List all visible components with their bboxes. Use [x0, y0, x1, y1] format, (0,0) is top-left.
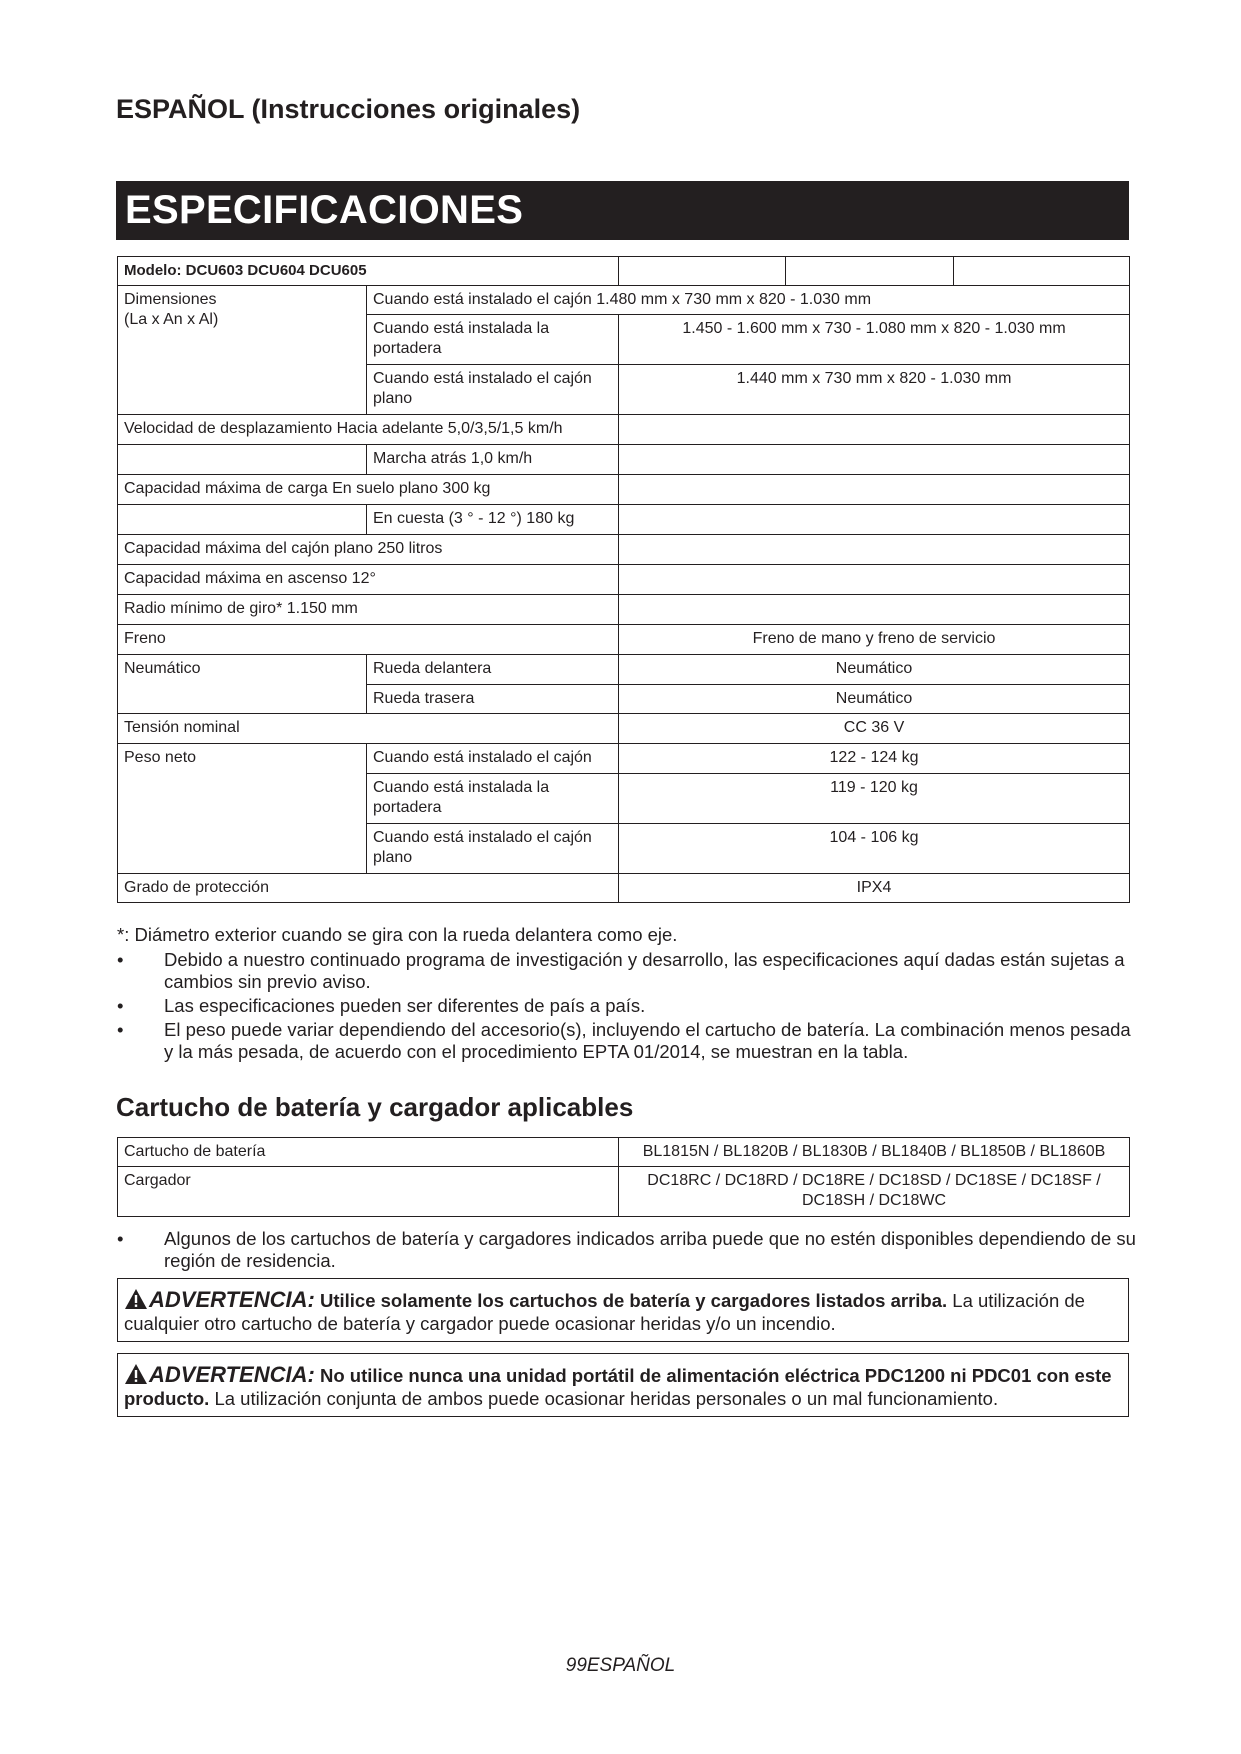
list-item [117, 1019, 1137, 1063]
table-row [118, 655, 1130, 685]
specifications-banner: ESPECIFICACIONES [116, 181, 1129, 240]
flat-capacity-value [619, 535, 1130, 565]
warning-tag: ADVERTENCIA: [149, 1362, 315, 1387]
speed-value [619, 415, 1130, 445]
net-weight-flat-value: 104 - 106 kg [619, 824, 1130, 874]
warning-bold-text: No utilice nunca una unidad portátil de alimentación eléctrica PDC1200 ni PDC01 con este producto. [124, 1365, 1112, 1409]
tire-rear-label: Rueda trasera [367, 685, 619, 714]
table-row [118, 535, 1130, 565]
battery-value: BL1815N / BL1820B / BL1830B / BL1840B / BL1850B / BL1860B [619, 1138, 1130, 1167]
dimensions-carrier-value: 1.450 - 1.600 mm x 730 - 1.080 mm x 820 - 1.030 mm [619, 315, 1130, 365]
net-weight-carrier-value: 119 - 120 kg [619, 774, 1130, 824]
model-column-3 [954, 257, 1130, 286]
flat-capacity-label: Capacidad máxima del cajón plano 250 litros [118, 535, 619, 565]
warning-triangle-icon [124, 1363, 148, 1385]
net-weight-flat-label: Cuando está instalado el cajón plano [367, 824, 619, 874]
net-weight-label: Peso neto [118, 744, 367, 874]
max-load-label: Capacidad máxima de carga En suelo plano 300 kg [118, 475, 619, 505]
dimensions-label: Dimensiones (La x An x Al) [118, 286, 367, 415]
min-turn-label: Radio mínimo de giro* 1.150 mm [118, 595, 619, 625]
model-cell: Modelo: DCU603 DCU604 DCU605 [118, 257, 619, 286]
list-item [117, 1228, 1137, 1272]
max-load-slope: En cuesta (3 ° - 12 °) 180 kg [367, 505, 619, 535]
model-column-2 [786, 257, 954, 286]
brake-value: Freno de mano y freno de servicio [619, 625, 1130, 655]
tire-label: Neumático [118, 655, 367, 714]
tire-front-label: Rueda delantera [367, 655, 619, 685]
table-row [118, 475, 1130, 505]
table-row [118, 565, 1130, 595]
min-turn-value [619, 595, 1130, 625]
table-row [118, 505, 1130, 535]
warning-text: La utilización conjunta de ambos puede ocasionar heridas personales o un mal funcionamiento. [214, 1388, 999, 1409]
note-text: El peso puede variar dependiendo del accesorio(s), incluyendo el cartucho de batería. La combinación menos pesada y la más pesada, de acuerdo con el procedimiento EPTA 01/2014, se muestran en la tabla. [164, 1019, 1131, 1062]
protection-value: IPX4 [619, 874, 1130, 903]
note-text: Las especificaciones pueden ser diferentes de país a país. [164, 995, 646, 1016]
table-row [118, 1138, 1130, 1167]
voltage-label: Tensión nominal [118, 714, 619, 744]
charger-value: DC18RC / DC18RD / DC18RE / DC18SD / DC18SE / DC18SF / DC18SH / DC18WC [619, 1167, 1130, 1217]
net-weight-drawer-value: 122 - 124 kg [619, 744, 1130, 774]
warning-tag: ADVERTENCIA: [149, 1287, 315, 1312]
warning-triangle-icon [124, 1288, 148, 1310]
tire-front-value: Neumático [619, 655, 1130, 685]
table-row [118, 595, 1130, 625]
note-text: Algunos de los cartuchos de batería y cargadores indicados arriba puede que no estén disponibles dependiendo de su región de residencia. [164, 1228, 1136, 1271]
max-load-spacer [118, 505, 367, 535]
charger-label: Cargador [118, 1167, 619, 1217]
table-row [118, 257, 1130, 286]
battery-label: Cartucho de batería [118, 1138, 619, 1167]
language-header: ESPAÑOL (Instrucciones originales) [116, 94, 581, 124]
speed-reverse-value [619, 445, 1130, 475]
speed-spacer [118, 445, 367, 475]
table-row [118, 445, 1130, 475]
max-load-value [619, 475, 1130, 505]
page-footer: 99ESPAÑOL [565, 1655, 676, 1676]
battery-section-title: Cartucho de batería y cargador aplicables [116, 1092, 634, 1122]
battery-table [117, 1137, 1130, 1217]
table-row [118, 415, 1130, 445]
dimensions-flat-value: 1.440 mm x 730 mm x 820 - 1.030 mm [619, 365, 1130, 415]
battery-note [117, 1228, 1137, 1272]
turn-radius-footnote: *: Diámetro exterior cuando se gira con la rueda delantera como eje. [117, 924, 678, 945]
net-weight-drawer-label: Cuando está instalado el cajón [367, 744, 619, 774]
warning-bold-text: Utilice solamente los cartuchos de batería y cargadores listados arriba. [319, 1290, 948, 1311]
dimensions-drawer: Cuando está instalado el cajón 1.480 mm x 730 mm x 820 - 1.030 mm [367, 286, 1130, 315]
speed-reverse: Marcha atrás 1,0 km/h [367, 445, 619, 475]
dimensions-carrier-label: Cuando está instalada la portadera [367, 315, 619, 365]
table-row [118, 744, 1130, 774]
bullet-icon: • [117, 995, 124, 1016]
max-climb-label: Capacidad máxima en ascenso 12° [118, 565, 619, 595]
table-row [118, 874, 1130, 903]
protection-label: Grado de protección [118, 874, 619, 903]
table-row [118, 286, 1130, 315]
list-item [117, 995, 1137, 1017]
spec-notes [117, 924, 1137, 1065]
bullet-icon: • [117, 949, 124, 970]
warning-text: La utilización de cualquier otro cartucho de batería y cargador puede ocasionar heridas y/o un incendio. [124, 1290, 1085, 1334]
table-row [118, 625, 1130, 655]
voltage-value: CC 36 V [619, 714, 1130, 744]
warning-box [117, 1278, 1129, 1342]
dimensions-flat-label: Cuando está instalado el cajón plano [367, 365, 619, 415]
bullet-icon: • [117, 1228, 124, 1249]
table-row [118, 1167, 1130, 1217]
list-item [117, 949, 1137, 993]
warning-box [117, 1353, 1129, 1417]
tire-rear-value: Neumático [619, 685, 1130, 714]
max-load-slope-value [619, 505, 1130, 535]
speed-label: Velocidad de desplazamiento Hacia adelante 5,0/3,5/1,5 km/h [118, 415, 619, 445]
model-column-1 [619, 257, 786, 286]
net-weight-carrier-label: Cuando está instalada la portadera [367, 774, 619, 824]
bullet-icon: • [117, 1019, 124, 1040]
brake-label: Freno [118, 625, 619, 655]
table-row [118, 714, 1130, 744]
specifications-table [117, 256, 1130, 903]
note-text: Debido a nuestro continuado programa de investigación y desarrollo, las especificaciones aquí dadas están sujetas a cambios sin previo aviso. [164, 949, 1125, 992]
max-climb-value [619, 565, 1130, 595]
